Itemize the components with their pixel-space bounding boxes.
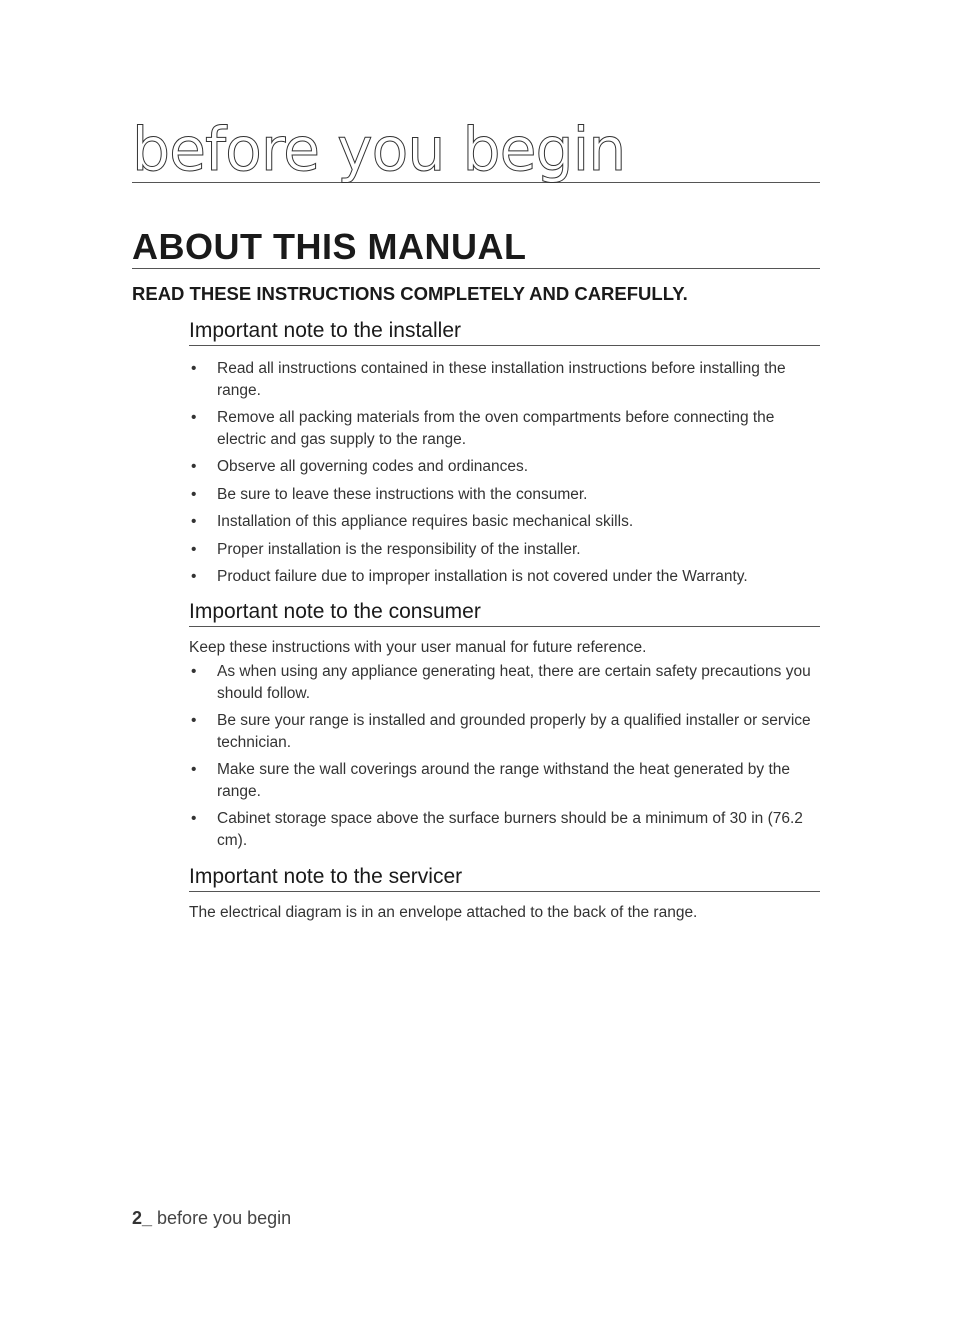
list-item: • Remove all packing materials from the oven compartments before connecting the electric and gas supply to the range.	[189, 407, 820, 450]
list-item: • Cabinet storage space above the surface burners should be a minimum of 30 in (76.2 cm).	[189, 808, 820, 851]
page-heading	[132, 115, 820, 185]
list-item: • Proper installation is the responsibility of the installer.	[189, 539, 820, 561]
page-heading-text: before you begin	[132, 115, 626, 185]
servicer-section	[189, 864, 820, 923]
chapter-title	[132, 226, 820, 269]
list-item: • Product failure due to improper installation is not covered under the Warranty.	[189, 566, 820, 588]
list-item: • Read all instructions contained in these installation instructions before installing the range.	[189, 358, 820, 401]
list-item: • Be sure your range is installed and grounded properly by a qualified installer or service technician.	[189, 710, 820, 753]
servicer-intro: The electrical diagram is in an envelope attached to the back of the range.	[189, 904, 698, 921]
consumer-section	[189, 599, 820, 857]
page-footer	[132, 1208, 291, 1229]
section-title-consumer: Important note to the consumer	[189, 599, 820, 627]
installer-list	[189, 358, 820, 588]
list-item: • Be sure to leave these instructions with the consumer.	[189, 484, 820, 506]
chapter-title-text: ABOUT THIS MANUAL	[132, 226, 527, 267]
list-item: • Make sure the wall coverings around the range withstand the heat generated by the range.	[189, 759, 820, 802]
section-title-installer: Important note to the installer	[189, 318, 820, 346]
list-item: • Installation of this appliance requires basic mechanical skills.	[189, 511, 820, 533]
list-item: • As when using any appliance generating heat, there are certain safety precautions you should follow.	[189, 661, 820, 704]
consumer-intro: Keep these instructions with your user manual for future reference.	[189, 639, 647, 656]
page-number: 2_	[132, 1208, 153, 1228]
installer-section	[189, 318, 820, 594]
consumer-list	[189, 661, 820, 851]
section-title-servicer: Important note to the servicer	[189, 864, 820, 892]
list-item: • Observe all governing codes and ordinances.	[189, 456, 820, 478]
footer-label: before you begin	[152, 1208, 292, 1228]
instruction-line: READ THESE INSTRUCTIONS COMPLETELY AND CAREFULLY.	[132, 283, 688, 304]
